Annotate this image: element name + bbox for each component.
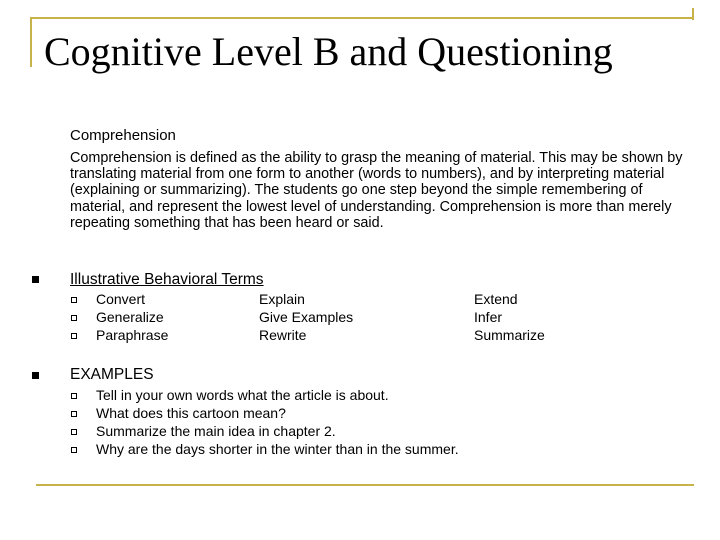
term-col1-item: Generalize — [96, 309, 164, 325]
term-col1-item: Convert — [96, 291, 146, 307]
terms-heading: Illustrative Behavioral Terms — [70, 271, 264, 288]
examples-heading: EXAMPLES — [70, 366, 154, 383]
right-rule — [692, 8, 694, 20]
term-col2-item: Explain — [259, 291, 305, 307]
bottom-rule — [36, 484, 694, 486]
term-col3-item: Infer — [474, 309, 503, 325]
term-col2-item: Give Examples — [259, 309, 354, 325]
term-col1-item: Paraphrase — [96, 327, 169, 343]
bullet-square-icon — [32, 372, 39, 379]
top-rule — [30, 17, 694, 19]
term-col2-item: Rewrite — [259, 327, 307, 343]
left-rule — [30, 17, 32, 67]
checkbox-bullet-icon — [71, 429, 77, 435]
definition-paragraph: Comprehension is defined as the ability to grasp the meaning of material. This may be shown by translating material from one form to another (words to numbers), and by interpreting material (explaining or summarizing). The students go one step beyond the simple remembering of material, and represent the lowest level of understanding. Comprehension is more than merely repeating something that has been heard or said. — [70, 150, 683, 231]
example-item: Summarize the main idea in chapter 2. — [96, 423, 336, 439]
checkbox-bullet-icon — [71, 297, 77, 303]
section-heading: Comprehension — [70, 127, 176, 144]
example-item: Tell in your own words what the article is about. — [96, 387, 389, 403]
example-item: What does this cartoon mean? — [96, 405, 286, 421]
term-col3-item: Summarize — [474, 327, 545, 343]
checkbox-bullet-icon — [71, 447, 77, 453]
checkbox-bullet-icon — [71, 315, 77, 321]
checkbox-bullet-icon — [71, 333, 77, 339]
checkbox-bullet-icon — [71, 393, 77, 399]
example-item: Why are the days shorter in the winter than in the summer. — [96, 441, 459, 457]
checkbox-bullet-icon — [71, 411, 77, 417]
term-col3-item: Extend — [474, 291, 518, 307]
bullet-square-icon — [32, 276, 39, 283]
slide-title: Cognitive Level B and Questioning — [44, 29, 613, 74]
